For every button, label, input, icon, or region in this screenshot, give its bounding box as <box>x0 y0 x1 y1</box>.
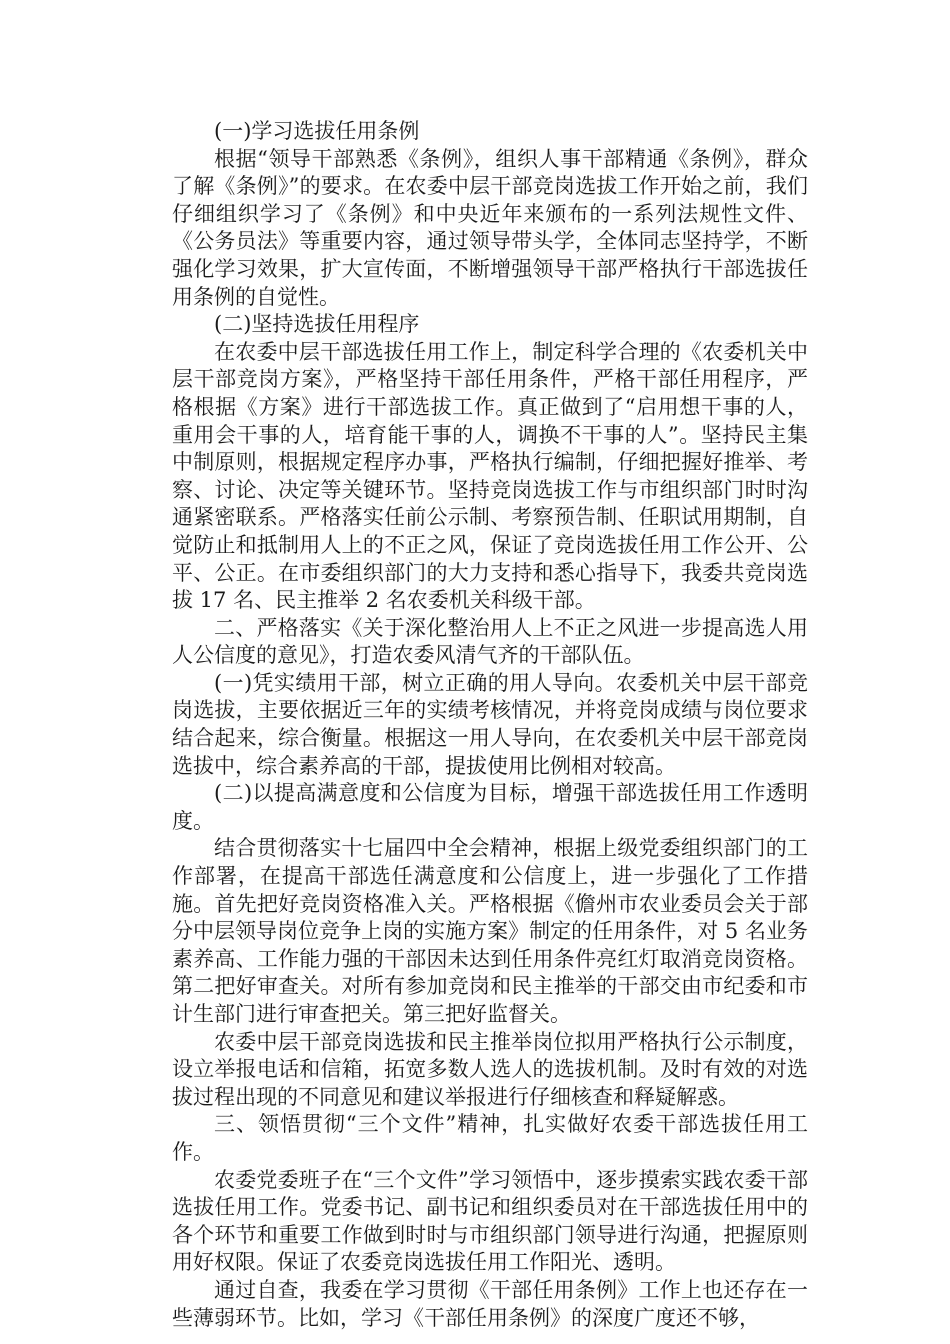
heading-transparency: (二)以提高满意度和公信度为目标，增强干部选拔任用工作透明度。 <box>172 781 808 833</box>
paragraph-study-requirements: 根据“领导干部熟悉《条例》，组织人事干部精通《条例》，群众了解《条例》”的要求。在农委中层干部竞岗选拔工作开始之前，我们仔细组织学习了《条例》和中央近年来颁布的一系列法规性文件、《公务员法》等重要内容，通过领导带头学，全体同志坚持学，不断强化学习效果，扩大宣传面，不断增强领导干部严格执行干部选拔任用条例的自觉性。 <box>172 146 808 309</box>
paragraph-publicity: 农委中层干部竞岗选拔和民主推举岗位拟用严格执行公示制度，设立举报电话和信箱，拓宽多数人选人的选拔机制。及时有效的对选拔过程出现的不同意见和建议举报进行仔细核查和释疑解惑。 <box>172 1029 808 1109</box>
document-body <box>172 118 808 1332</box>
heading-selection-procedure: (二)坚持选拔任用程序 <box>214 312 420 337</box>
paragraph-party-committee: 农委党委班子在“三个文件”学习领悟中，逐步摸索实践农委干部选拔任用工作。党委书记、副书记和组织委员对在干部选拔任用中的各个环节和重要工作做到时时与市组织部门领导进行沟通，把握原则用好权限。保证了农委竞岗选拔任用工作阳光、透明。 <box>172 1167 808 1275</box>
paragraph-measures: 结合贯彻落实十七届四中全会精神，根据上级党委组织部门的工作部署，在提高干部选任满意度和公信度上，进一步强化了工作措施。首先把好竞岗资格准入关。严格根据《儋州市农业委员会关于部分中层领导岗位竞争上岗的实施方案》制定的任用条件，对 5 名业务素养高、工作能力强的干部因未达到任用条件亮红灯取消竞岗资格。第二把好审查关。对所有参加竞岗和民主推举的干部交由市纪委和市计生部门进行审查把关。第三把好监督关。 <box>172 836 808 1026</box>
paragraph-self-inspection: 通过自查，我委在学习贯彻《干部任用条例》工作上也还存在一些薄弱环节。比如，学习《干部任用条例》的深度广度还不够， <box>172 1277 808 1330</box>
heading-section-three: 三、领悟贯彻“三个文件”精神，扎实做好农委干部选拔任用工作。 <box>172 1112 808 1164</box>
paragraph-selection-work: 在农委中层干部选拔任用工作上，制定科学合理的《农委机关中层干部竞岗方案》，严格坚持干部任用条件，严格干部任用程序，严格根据《方案》进行干部选拔工作。真正做到了“启用想干事的人，重用会干事的人，培育能干事的人，调换不干事的人”。坚持民主集中制原则，根据规定程序办事，严格执行编制，仔细把握好推举、考察、讨论、决定等关键环节。坚持竞岗选拔工作与市组织部门时时沟通紧密联系。严格落实任前公示制、考察预告制、任职试用期制，自觉防止和抵制用人上的不正之风，保证了竞岗选拔任用工作公开、公平、公正。在市委组织部门的大力支持和悉心指导下，我委共竞岗选拔 17 名、民主推举 2 名农委机关科级干部。 <box>172 339 808 613</box>
heading-section-two: 二、严格落实《关于深化整治用人上不正之风进一步提高选人用人公信度的意见》，打造农委风清气齐的干部队伍。 <box>172 615 808 668</box>
paragraph-performance-orientation: (一)凭实绩用干部，树立正确的用人导向。农委机关中层干部竞岗选拔，主要依据近三年的实绩考核情况，并将竞岗成绩与岗位要求结合起来，综合衡量。根据这一用人导向，在农委机关中层干部竞岗选拔中，综合素养高的干部，提拔使用比例相对较高。 <box>172 670 808 778</box>
heading-study-regulations: (一)学习选拔任用条例 <box>214 119 420 143</box>
